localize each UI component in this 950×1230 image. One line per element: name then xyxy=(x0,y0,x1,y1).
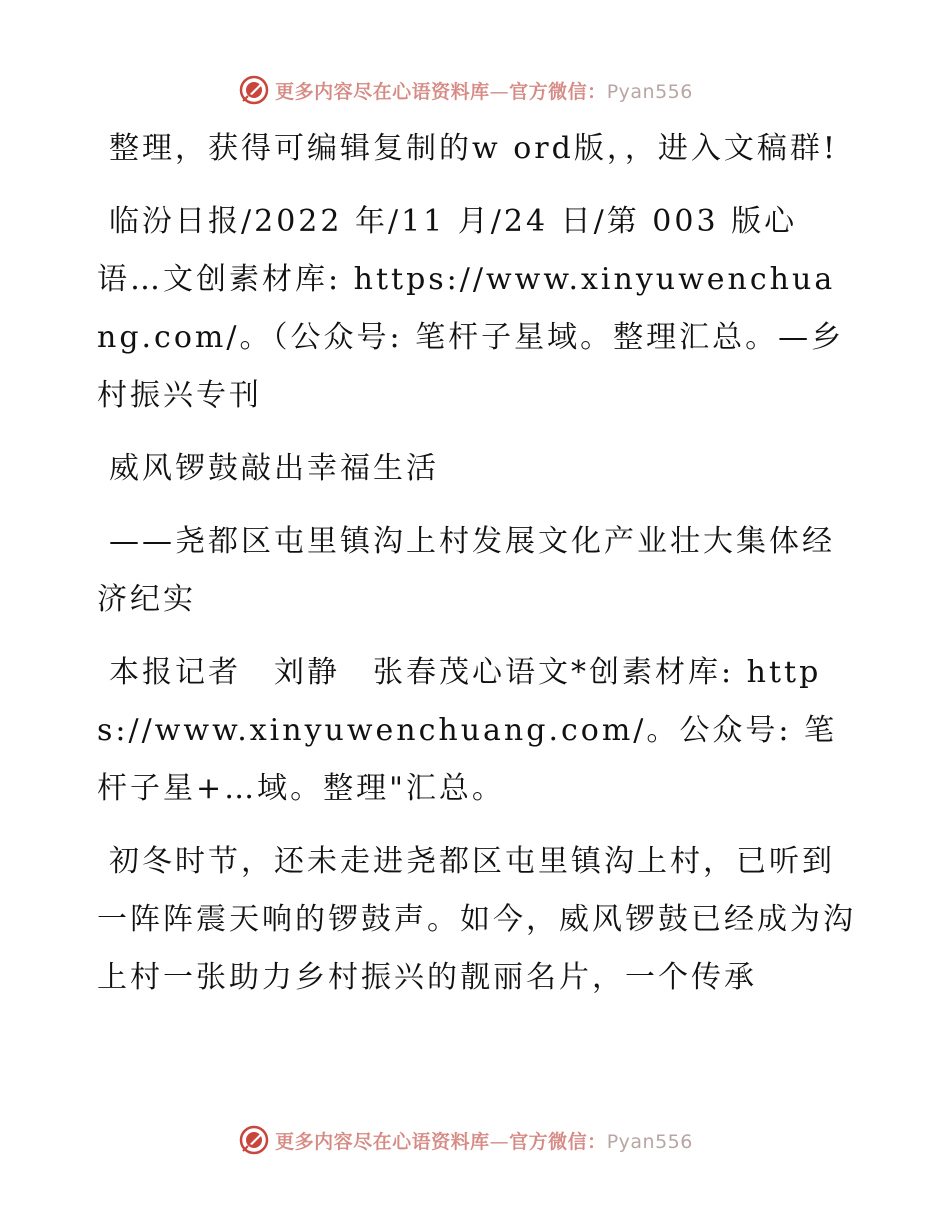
article-title: 威风锣鼓敲出幸福生活 xyxy=(109,451,439,486)
wechat-label: 官方微信： xyxy=(509,80,607,103)
watermark-separator: — xyxy=(489,1130,510,1153)
quill-seal-icon xyxy=(239,1125,269,1155)
paragraph-intro: 整理，获得可编辑复制的w ord版，，进入文稿群! xyxy=(109,131,838,166)
article-subtitle: ——尧都区屯里镇沟上村发展文化产业壮大集体经济纪实 xyxy=(97,524,835,617)
watermark-text: 更多内容尽在心语资料库 xyxy=(275,80,490,103)
wechat-id: Pyan556 xyxy=(606,80,693,103)
document-body xyxy=(97,120,857,1022)
watermark-separator: — xyxy=(489,80,510,103)
footer-watermark xyxy=(0,1120,950,1160)
header-watermark xyxy=(0,70,950,110)
article-byline: 本报记者 刘静 张春茂心语文*创素材库: https://www.xinyuwenchuang.com/。公众号: 笔杆子星+…域。整理"汇总。 xyxy=(97,655,838,806)
quill-seal-icon xyxy=(239,75,269,105)
wechat-id: Pyan556 xyxy=(606,1130,693,1153)
watermark-text: 更多内容尽在心语资料库 xyxy=(275,1130,490,1153)
wechat-label: 官方微信： xyxy=(509,1130,607,1153)
article-body-paragraph: 初冬时节，还未走进尧都区屯里镇沟上村，已听到一阵阵震天响的锣鼓声。如今，威风锣鼓已经成为沟上村一张助力乡村振兴的靓丽名片，一个传承 xyxy=(97,844,856,995)
paragraph-source: 临汾日报/2022 年/11 月/24 日/第 003 版心语…文创素材库: https://www.xinyuwenchuang.com/。（公众号: 笔杆子星域。整理汇总。—乡村振兴专刊 xyxy=(97,204,845,413)
